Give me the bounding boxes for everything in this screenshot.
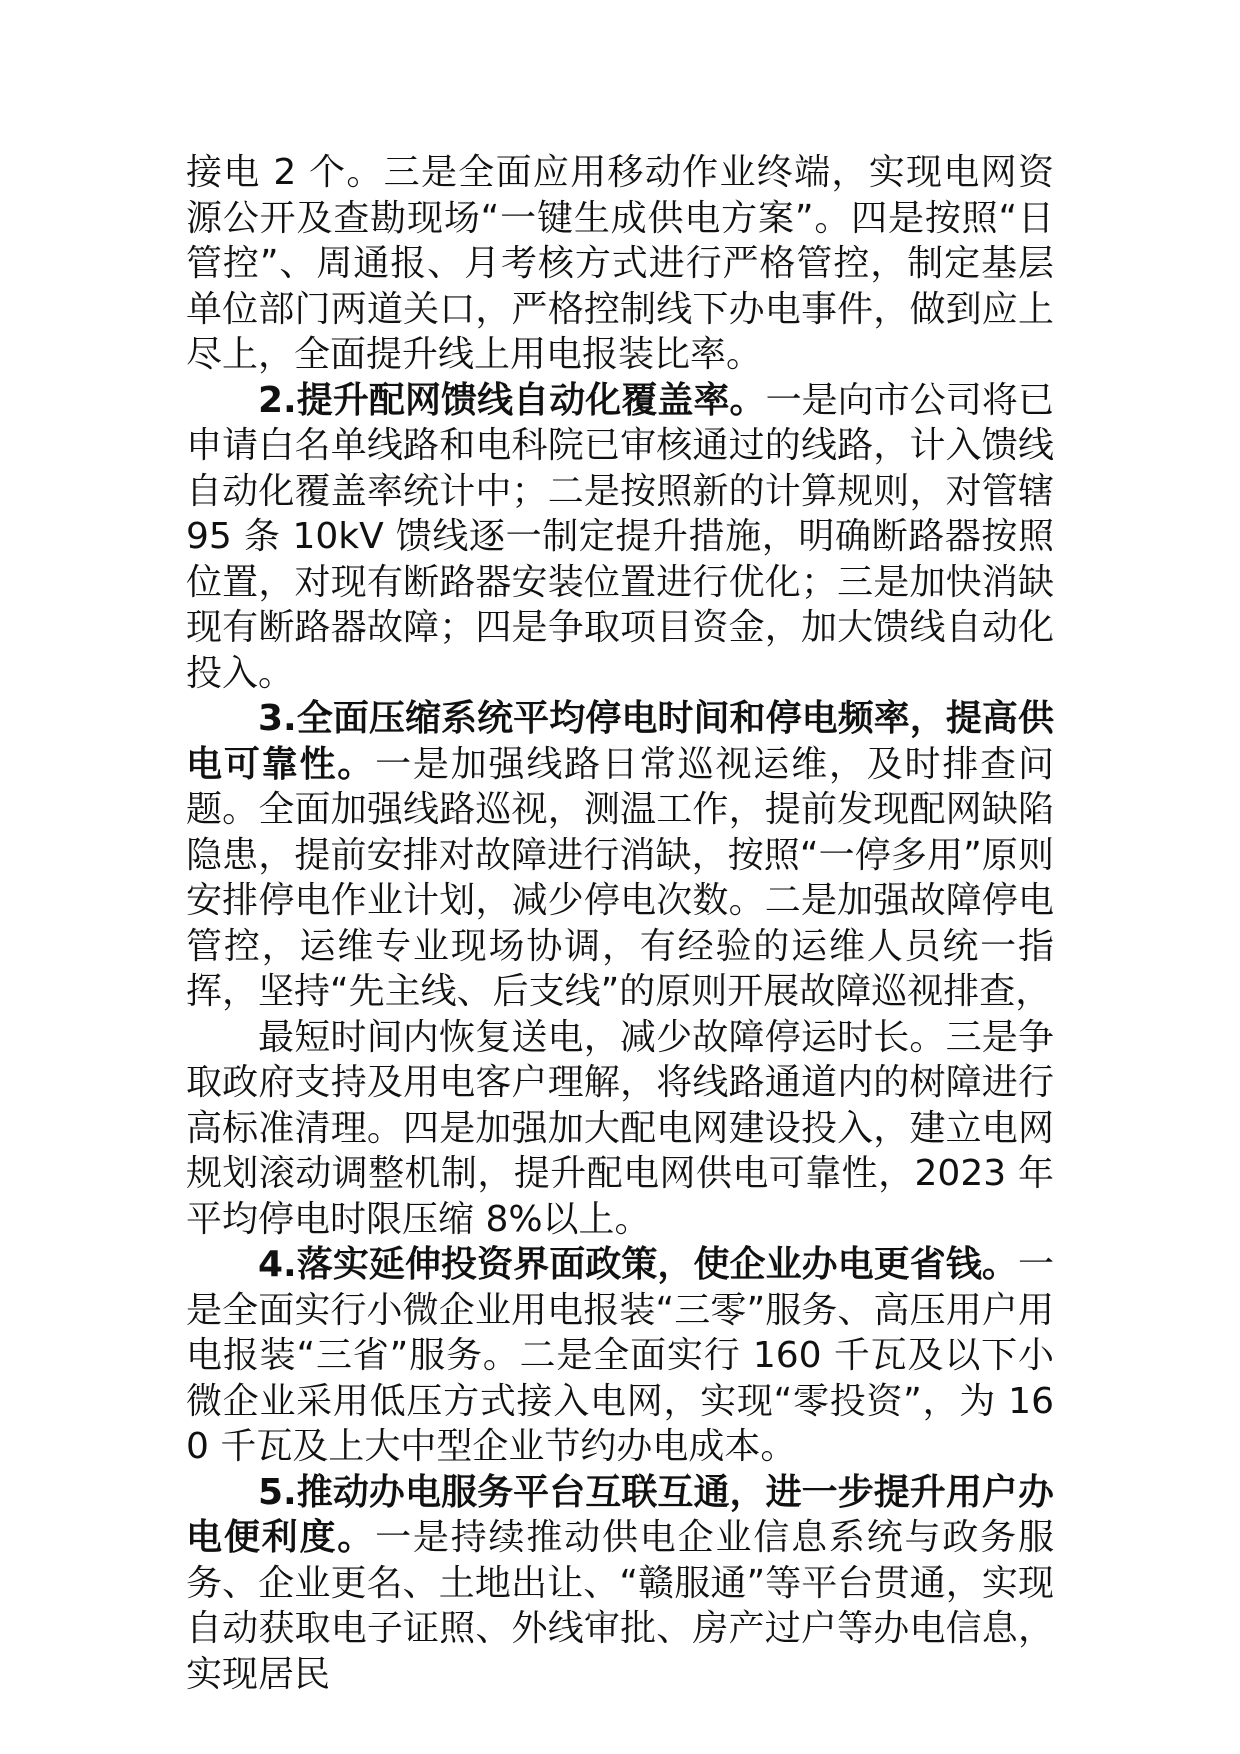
paragraph-text: 接电 2 个。三是全面应用移动作业终端，实现电网资源公开及查勘现场“一键生成供电方案”。四是按照“日管控”、周通报、月考核方式进行严格管控，制定基层单位部门两道关口，严格控制线下办电事件，做到应上尽上，全面提升线上用电报装比率。 [186, 152, 1054, 375]
paragraph-heading: 4.落实延伸投资界面政策，使企业办电更省钱。 [258, 1244, 1018, 1285]
paragraph-text: 一是持续推动供电企业信息系统与政务服务、企业更名、土地出让、“赣服通”等平台贯通，实现自动获取电子证照、外线审批、房产过户等办电信息，实现居民 [186, 1517, 1054, 1695]
paragraph-heading: 5.推动办电服务平台互联互通，进一步提升用户办电便利度。 [186, 1471, 1054, 1558]
paragraph-text: 一是全面实行小微企业用电报装“三零”服务、高压用户用电报装“三省”服务。二是全面实行 160 千瓦及以下小微企业采用低压方式接入电网，实现“零投资”，为 160 千瓦及上大中型企业节约办电成本。 [186, 1244, 1054, 1467]
paragraph-text: 最短时间内恢复送电，减少故障停运时长。三是争取政府支持及用电客户理解，将线路通道内的树障进行高标准清理。四是加强加大配电网建设投入，建立电网规划滚动调整机制，提升配电网供电可靠性，2023 年平均停电时限压缩 8%以上。 [186, 1016, 1054, 1240]
paragraph-heading: 3.全面压缩系统平均停电时间和停电频率，提高供电可靠性。 [186, 698, 1054, 785]
paragraph-item-4 [186, 1242, 1054, 1470]
paragraph-continuation [186, 150, 1054, 378]
paragraph-item-3-continued [186, 1015, 1054, 1243]
paragraph-text: 一是向市公司将已申请白名单线路和电科院已审核通过的线路，计入馈线自动化覆盖率统计中；二是按照新的计算规则，对管辖 95 条 10kV 馈线逐一制定提升措施，明确断路器按照位置，对现有断路器安装位置进行优化；三是加快消缺现有断路器故障；四是争取项目资金，加大馈线自动化投入。 [186, 379, 1054, 694]
paragraph-text: 一是加强线路日常巡视运维，及时排查问题。全面加强线路巡视，测温工作，提前发现配网缺陷隐患，提前安排对故障进行消缺，按照“一停多用”原则安排停电作业计划，减少停电次数。二是加强故障停电管控，运维专业现场协调，有经验的运维人员统一指挥，坚持“先主线、后支线”的原则开展故障巡视排查， [186, 743, 1054, 1012]
document-page [186, 150, 1054, 1697]
paragraph-heading: 2.提升配网馈线自动化覆盖率。 [258, 379, 766, 421]
paragraph-item-3 [186, 696, 1054, 1015]
paragraph-item-2 [186, 378, 1054, 697]
paragraph-item-5 [186, 1470, 1054, 1698]
